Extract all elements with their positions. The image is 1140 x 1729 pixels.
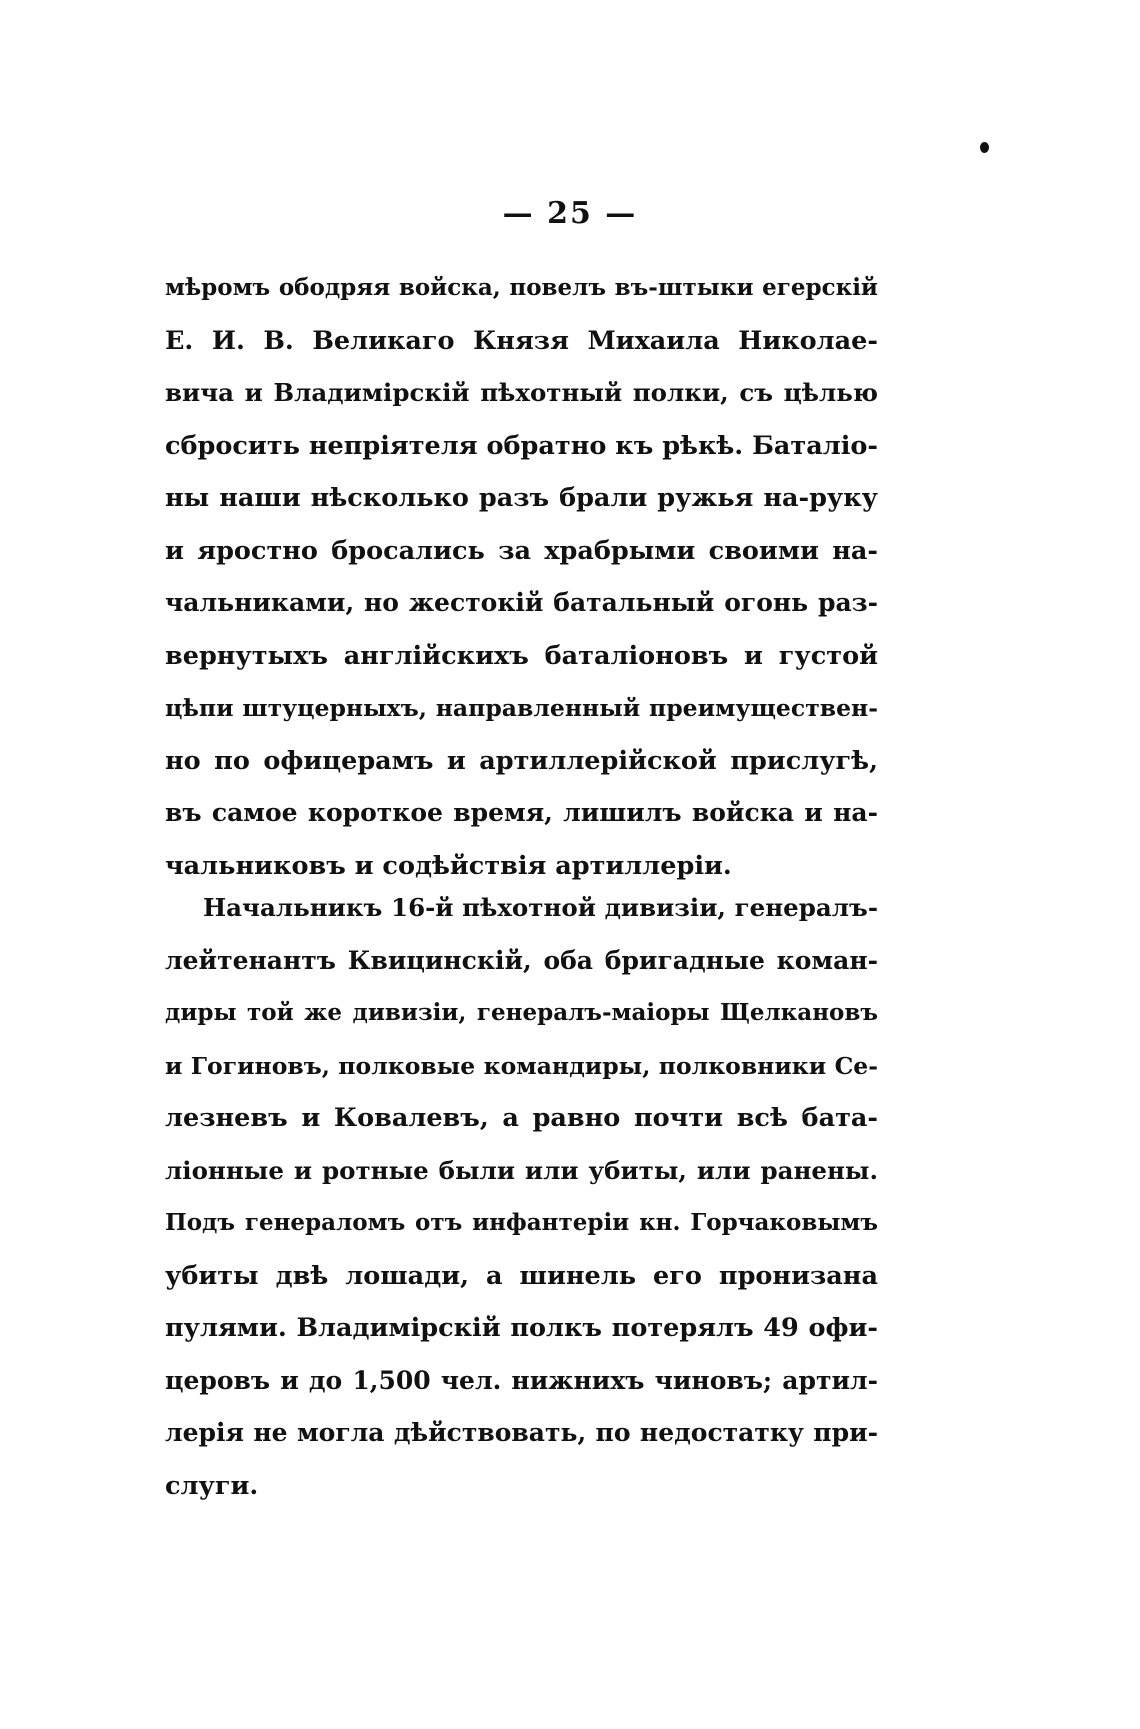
- text-line: ліонные и ротные были или убиты, или ранены.: [165, 1155, 878, 1185]
- text-line: и Гогиновъ, полковые командиры, полковники Се-: [165, 1051, 878, 1080]
- text-line: чальниковъ и содѣйствія артиллеріи.: [165, 850, 732, 881]
- text-line: убиты двѣ лошади, а шинель его пронизана: [165, 1260, 878, 1291]
- text-line: пулями. Владимірскій полкъ потерялъ 49 офи-: [165, 1313, 878, 1343]
- text-line: но по офицерамъ и артиллерійской прислугѣ,: [165, 745, 878, 776]
- text-line: слуги.: [165, 1470, 259, 1501]
- paragraph-1: [165, 262, 878, 892]
- text-line: ны наши нѣсколько разъ брали ружья на-руку: [165, 483, 878, 513]
- text-line: диры той же дивизіи, генералъ-маіоры Щелкановъ: [165, 999, 878, 1026]
- text-line: сбросить непріятеля обратно къ рѣкѣ. Баталіо-: [165, 430, 878, 461]
- text-line: Е. И. В. Великаго Князя Михаила Николае-: [165, 325, 878, 356]
- paragraph-2: [165, 882, 878, 1512]
- text-line: чальниками, но жестокій батальный огонь раз-: [165, 588, 878, 617]
- text-line: вернутыхъ англійскихъ баталіоновъ и густой: [165, 640, 878, 671]
- page-number: — 25 —: [502, 196, 638, 231]
- text-line: вича и Владимірскій пѣхотный полки, съ цѣлью: [165, 378, 878, 407]
- text-line: лезневъ и Ковалевъ, а равно почти всѣ бата-: [165, 1103, 878, 1133]
- text-line: въ самое короткое время, лишилъ войска и на-: [165, 798, 878, 827]
- text-line: мѣромъ ободряя войска, повелъ въ-штыки егерскій: [165, 274, 878, 301]
- text-line: цѣпи штуцерныхъ, направленный преимуществен-: [165, 694, 878, 722]
- text-line: Начальникъ 16-й пѣхотной дивизіи, генералъ-: [203, 893, 878, 922]
- text-line: Подъ генераломъ отъ инфантеріи кн. Горчаковымъ: [165, 1209, 878, 1236]
- text-line: лейтенантъ Квицинскій, оба бригадные коман-: [165, 945, 878, 975]
- text-line: церовъ и до 1,500 чел. нижнихъ чиновъ; артил-: [165, 1365, 878, 1395]
- ink-speck: [980, 142, 989, 153]
- text-line: лерія не могла дѣйствовать, по недостатку при-: [165, 1418, 878, 1447]
- text-line: и яростно бросались за храбрыми своими на-: [165, 535, 878, 566]
